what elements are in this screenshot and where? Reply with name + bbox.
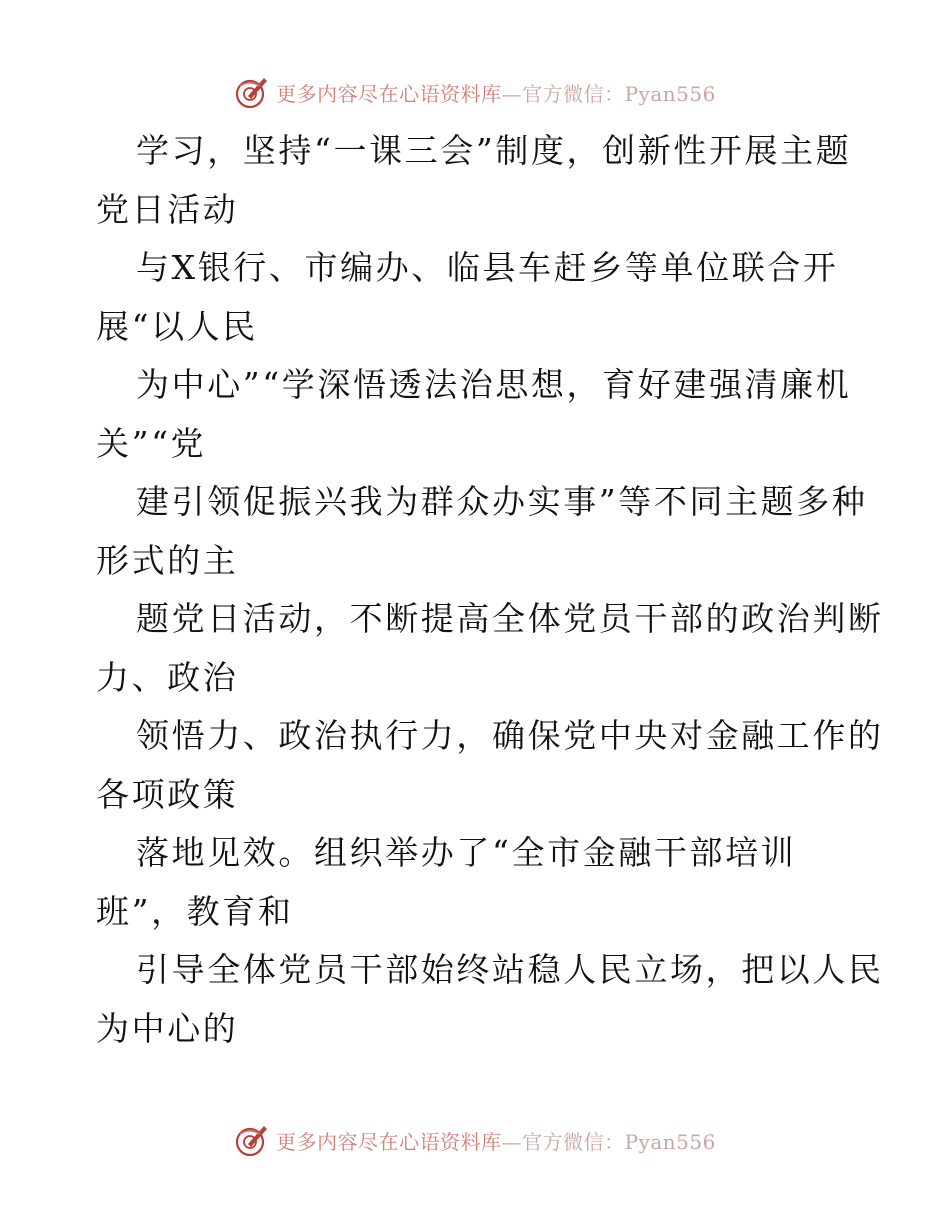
pen-logo-icon: [234, 1122, 270, 1158]
body-line: 领悟力、政治执行力，确保党中央对金融工作的: [136, 716, 884, 755]
footer-watermark: [0, 1120, 950, 1160]
body-line: 展“以人民: [96, 306, 258, 346]
body-line: 建引领促振兴我为群众办实事”等不同主题多种: [136, 482, 868, 521]
pen-logo-icon: [234, 74, 270, 110]
header-watermark-text: 更多内容尽在心语资料库—官方微信：Pyan556: [276, 81, 716, 106]
body-line: 党日活动: [96, 189, 239, 229]
body-line: 学习，坚持“一课三会”制度，创新性开展主题: [136, 131, 852, 170]
body-line: 落地见效。组织举办了“全市金融干部培训: [136, 833, 797, 872]
body-line: 形式的主: [96, 540, 239, 580]
body-line: 力、政治: [96, 657, 239, 697]
body-line: 与X银行、市编办、临县车赶乡等单位联合开: [136, 248, 839, 287]
body-line: 引导全体党员干部始终站稳人民立场，把以人民: [136, 950, 884, 989]
header-watermark: [0, 72, 950, 112]
body-line: 为中心的: [96, 1008, 239, 1048]
body-line: 班”，教育和: [96, 891, 294, 931]
body-text: [96, 122, 884, 1058]
body-line: 关”“党: [96, 423, 207, 463]
footer-watermark-text: 更多内容尽在心语资料库—官方微信：Pyan556: [276, 1129, 716, 1154]
body-line: 各项政策: [96, 774, 239, 814]
body-line: 为中心”“学深悟透法治思想，育好建强清廉机: [136, 365, 852, 404]
body-line: 题党日活动，不断提高全体党员干部的政治判断: [136, 599, 884, 638]
